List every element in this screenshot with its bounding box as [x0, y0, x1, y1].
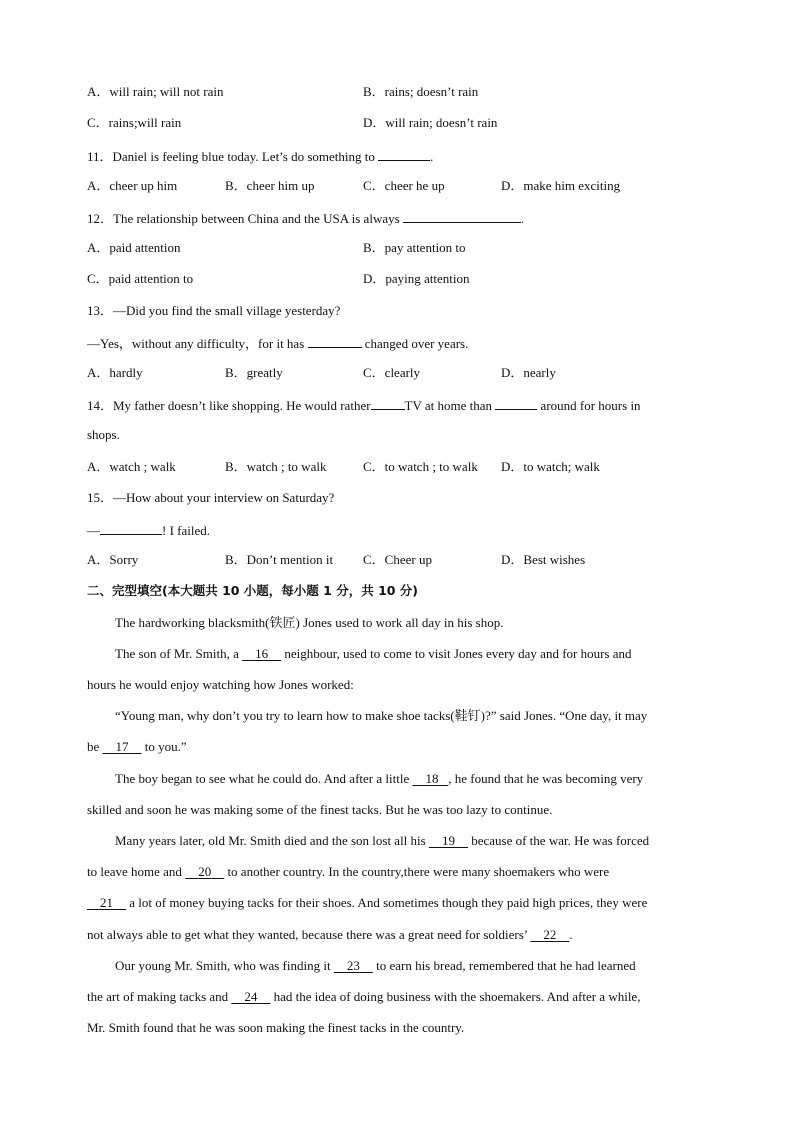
q15-reply-start: — [87, 523, 100, 538]
blank-19-number: 19 [441, 833, 455, 848]
blank-21-number: 21 [100, 895, 113, 910]
q14-stem [87, 396, 641, 414]
passage-text: because of the war. He was forced [471, 833, 650, 848]
q12-option-a: A．paid attention [87, 240, 181, 255]
q11-option-c: C．cheer he up [363, 178, 445, 193]
q15-reply-end: ! I failed. [162, 523, 211, 538]
passage-text: Many years later, old Mr. Smith died and the son lost all his [115, 833, 426, 848]
q13-option-c: C．clearly [363, 365, 421, 380]
passage-paragraph-5-line-4 [87, 927, 573, 943]
q15-stem: 15．—How about your interview on Saturday? [87, 490, 335, 505]
q11-stem [87, 147, 433, 165]
q12-stem [87, 209, 524, 227]
q12-stem-text: 12．The relationship between China and the USA is always [87, 211, 400, 226]
q14-stem-mid: TV at home than [404, 398, 493, 413]
blank-18 [412, 771, 448, 786]
blank-22-number: 22 [543, 927, 557, 942]
passage-paragraph-5-line-3 [87, 895, 647, 911]
passage-text: , he found that he was becoming very [448, 771, 644, 786]
q15-option-b: B．Don’t mention it [225, 552, 334, 567]
blank-22 [530, 927, 569, 942]
q15-option-d: D．Best wishes [501, 552, 586, 567]
blank-19 [429, 833, 468, 848]
passage-text: to you.” [144, 739, 187, 754]
q13-option-b: B．greatly [225, 365, 283, 380]
q14-stem-start: 14．My father doesn’t like shopping. He would rather [87, 398, 371, 413]
q13-reply-end: changed over years. [364, 336, 469, 351]
passage-paragraph-6-line-3: Mr. Smith found that he was soon making the finest tacks in the country. [87, 1020, 465, 1035]
passage-paragraph-1: The hardworking blacksmith(铁匠) Jones used to work all day in his shop. [115, 615, 504, 630]
section-heading: 二、完型填空(本大题共 10 小题，每小题 1 分，共 10 分) [87, 583, 419, 598]
passage-text: not always able to get what they wanted, because there was a great need for soldiers’ [87, 927, 528, 942]
blank-20-number: 20 [198, 864, 212, 879]
q15-option-a: A．Sorry [87, 552, 139, 567]
q11-option-a: A．cheer up him [87, 178, 178, 193]
passage-paragraph-4-cont: skilled and soon he was making some of the finest tacks. But he was too lazy to continue. [87, 802, 553, 817]
q12-blank [403, 209, 521, 223]
passage-text: to earn his bread, remembered that he had learned [376, 958, 636, 973]
passage-text: neighbour, used to come to visit Jones every day and for hours and [284, 646, 632, 661]
passage-text: . [569, 927, 573, 942]
q14-stem-cont: shops. [87, 427, 120, 442]
passage-paragraph-5-line-2 [87, 864, 609, 880]
q15-reply [87, 521, 210, 539]
blank-24-number: 24 [244, 989, 258, 1004]
q11-blank [378, 147, 430, 161]
q14-option-d: D．to watch; walk [501, 459, 600, 474]
blank-24 [231, 989, 270, 1004]
blank-20 [185, 864, 224, 879]
passage-text: to another country. In the country,there were many shoemakers who were [227, 864, 610, 879]
q12-option-d: D．paying attention [363, 271, 470, 286]
q15-blank [100, 521, 162, 535]
q14-option-c: C．to watch ; to walk [363, 459, 478, 474]
blank-18-number: 18 [425, 771, 439, 786]
passage-text: to leave home and [87, 864, 182, 879]
q11-option-d: D．make him exciting [501, 178, 621, 193]
passage-text: Our young Mr. Smith, who was finding it [115, 958, 331, 973]
q11-stem-end: . [430, 149, 434, 164]
q10-option-d: D．will rain; doesn’t rain [363, 115, 498, 130]
passage-paragraph-6-line-2 [87, 989, 640, 1005]
q10-option-a: A．will rain; will not rain [87, 84, 224, 99]
passage-paragraph-2 [115, 646, 632, 662]
passage-text: had the idea of doing business with the shoemakers. And after a while, [273, 989, 641, 1004]
q11-stem-text: 11．Daniel is feeling blue today. Let’s do something to [87, 149, 375, 164]
blank-17 [103, 739, 142, 754]
q10-option-c: C．rains;will rain [87, 115, 182, 130]
passage-text: a lot of money buying tacks for their shoes. And sometimes though they paid high prices, they were [129, 895, 648, 910]
passage-paragraph-5 [115, 833, 649, 849]
passage-paragraph-6 [115, 958, 636, 974]
q13-stem: 13．—Did you find the small village yesterday? [87, 303, 341, 318]
q14-blank-2 [495, 396, 537, 410]
q12-option-c: C．paid attention to [87, 271, 194, 286]
passage-text: the art of making tacks and [87, 989, 229, 1004]
q13-reply [87, 334, 468, 352]
q11-option-b: B．cheer him up [225, 178, 315, 193]
q14-option-b: B．watch ; to walk [225, 459, 327, 474]
q13-option-d: D．nearly [501, 365, 556, 380]
passage-text: The son of Mr. Smith, a [115, 646, 239, 661]
passage-paragraph-2-cont: hours he would enjoy watching how Jones worked: [87, 677, 354, 692]
passage-paragraph-4 [115, 771, 643, 787]
q14-blank-1 [371, 396, 405, 410]
q14-stem-end: around for hours in [540, 398, 641, 413]
q13-option-a: A．hardly [87, 365, 143, 380]
blank-23 [334, 958, 373, 973]
passage-text: be [87, 739, 100, 754]
blank-16-number: 16 [255, 646, 269, 661]
q12-stem-end: . [520, 211, 525, 226]
q10-option-b: B．rains; doesn’t rain [363, 84, 479, 99]
blank-16 [242, 646, 281, 661]
passage-paragraph-3-cont [87, 739, 187, 755]
q14-option-a: A．watch ; walk [87, 459, 176, 474]
q13-blank [308, 334, 362, 348]
q13-reply-start: —Yes，without any difficulty，for it has [87, 336, 305, 351]
blank-17-number: 17 [115, 739, 129, 754]
q15-option-c: C．Cheer up [363, 552, 432, 567]
blank-21 [87, 895, 126, 910]
q12-option-b: B．pay attention to [363, 240, 466, 255]
passage-text: The boy began to see what he could do. And after a little [115, 771, 410, 786]
blank-23-number: 23 [346, 958, 360, 973]
passage-paragraph-3: “Young man, why don’t you try to learn how to make shoe tacks(鞋钉)?” said Jones. “One day, it may [115, 708, 648, 723]
